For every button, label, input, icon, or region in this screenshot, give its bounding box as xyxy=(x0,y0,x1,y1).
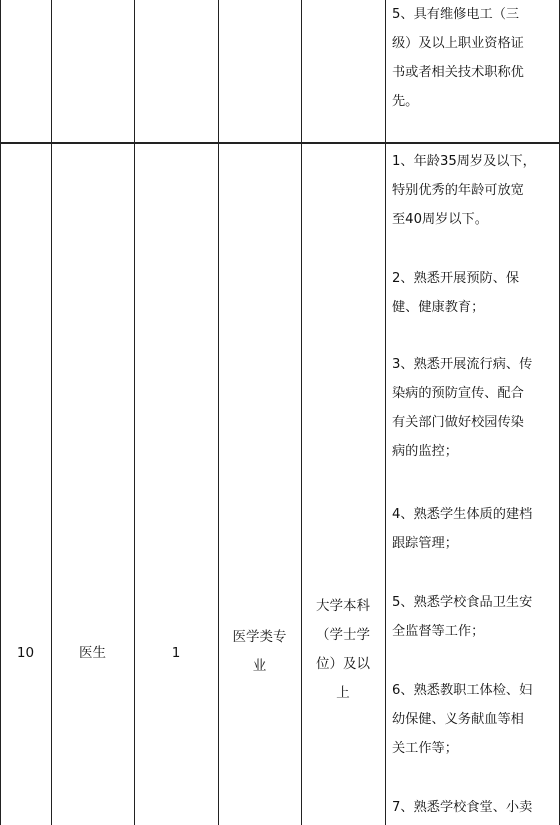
requirement-6 xyxy=(392,676,554,763)
row-divider xyxy=(0,142,560,144)
cell-headcount: 1 xyxy=(171,645,181,661)
requirement-4 xyxy=(392,500,554,558)
text-line: 3、熟悉开展流行病、传 xyxy=(392,357,533,372)
requirement-7 xyxy=(392,793,554,822)
requirement-2 xyxy=(392,264,554,322)
text-line: 关工作等； xyxy=(392,741,458,756)
text-line: 健、健康教育； xyxy=(392,300,485,315)
text-line: （学士学 xyxy=(316,627,370,643)
text-line: 位）及以 xyxy=(316,656,370,672)
text-line: 1、年龄35周岁及以下， xyxy=(392,154,536,169)
text-line: 全监督等工作； xyxy=(392,624,485,639)
text-line: 业 xyxy=(252,658,267,674)
column-divider xyxy=(134,0,135,825)
cell-major xyxy=(218,623,301,681)
column-divider xyxy=(51,0,52,825)
text-line: 先。 xyxy=(392,94,419,109)
text-line: 书或者相关技术职称优 xyxy=(392,65,524,80)
text-line: 有关部门做好校园传染 xyxy=(392,415,524,430)
requirement-1 xyxy=(392,147,554,234)
column-divider xyxy=(385,0,386,825)
text-line: 级）及以上职业资格证 xyxy=(392,36,524,51)
text-line: 幼保健、义务献血等相 xyxy=(392,712,524,727)
text-line: 6、熟悉教职工体检、妇 xyxy=(392,683,533,698)
text-line: 至40周岁以下。 xyxy=(392,212,488,227)
requirement-5 xyxy=(392,588,554,646)
cell-education xyxy=(301,592,385,708)
table-border-left xyxy=(0,0,1,825)
cell-position: 医生 xyxy=(79,645,106,661)
text-line: 大学本科 xyxy=(316,598,370,614)
text-line: 4、熟悉学生体质的建档 xyxy=(392,507,533,522)
text-line: 5、具有维修电工（三 xyxy=(392,7,520,22)
requirement-3 xyxy=(392,350,554,466)
text-line: 染病的预防宣传、配合 xyxy=(392,386,524,401)
text-line: 医学类专 xyxy=(232,629,287,645)
text-line: 2、熟悉开展预防、保 xyxy=(392,271,520,286)
column-divider xyxy=(218,0,219,825)
text-line: 特别优秀的年龄可放宽 xyxy=(392,183,524,198)
text-line: 5、熟悉学校食品卫生安 xyxy=(392,595,533,610)
text-line: 跟踪管理； xyxy=(392,536,458,551)
cell-serial-number: 10 xyxy=(16,645,35,661)
text-line: 上 xyxy=(336,685,350,701)
prev-row-requirement-5 xyxy=(392,0,554,116)
text-line: 病的监控； xyxy=(392,444,458,459)
text-line: 7、熟悉学校食堂、小卖 xyxy=(392,800,533,815)
